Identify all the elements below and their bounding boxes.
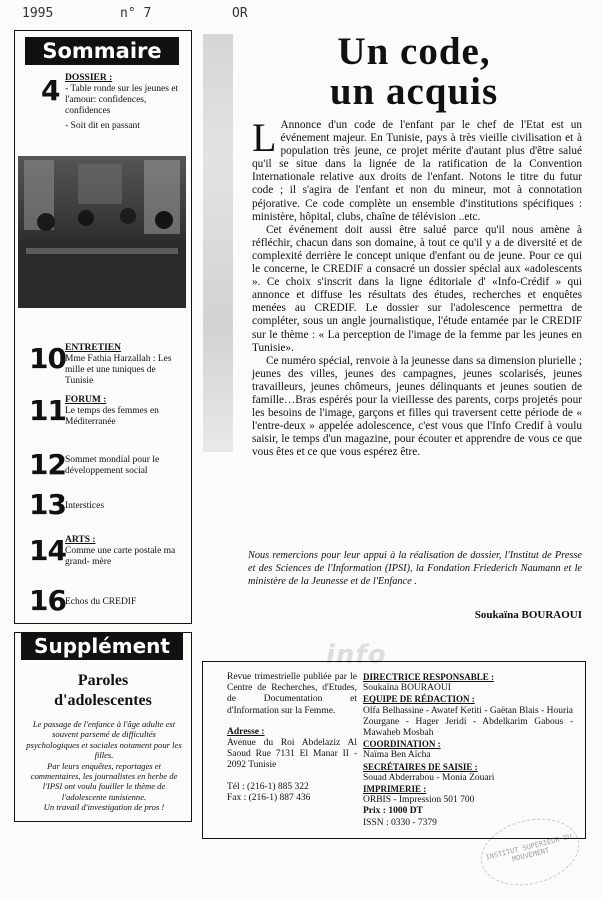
drop-cap: L <box>252 115 277 160</box>
article-title-line2: un acquis <box>329 70 499 113</box>
acknowledgements: Nous remercions pour leur appui à la réalisation de dossier, l'Institut de Presse et des Sciences de l'Information (IPSI), la Fondation Friederich Naumann et le ministère de la Jeunesse et de l'Enfance . <box>248 550 582 587</box>
supplement-paragraph: Le passage de l'enfance à l'âge adulte est souvent parsemé de difficultés psychologiques et sociales notament pour les filles. <box>26 719 182 761</box>
toc-number: 10 <box>29 342 66 375</box>
toc-entry-sommet <box>65 455 189 477</box>
toc-heading: ENTRETIEN <box>65 343 121 353</box>
toc-entry-interstices <box>65 501 185 512</box>
toc-heading: FORUM : <box>65 395 107 405</box>
toc-description: Comme une carte postale ma grand- mère <box>65 546 176 567</box>
address-heading: Adresse : <box>227 726 265 737</box>
price: Prix : 1000 DT <box>363 806 423 817</box>
handwritten-issue: n° 7 <box>120 6 152 21</box>
author-signature: Soukaïna BOURAOUI <box>474 609 582 621</box>
credit-heading: DIRECTRICE RESPONSABLE : <box>363 672 495 682</box>
toc-number: 14 <box>29 534 66 567</box>
sommaire-banner: Sommaire <box>25 37 179 65</box>
toc-number: 13 <box>29 488 66 521</box>
photo-scene-image <box>18 156 186 308</box>
toc-number: 4 <box>41 74 60 107</box>
publication-description: Revue trimestrielle publiée par le Centre de Recherches, d'Etudes, de Documentation et d'Information sur la Femme. <box>227 672 357 716</box>
decorative-strip <box>203 34 233 452</box>
editorial-text <box>252 115 582 459</box>
credit-value: Souad Abderrabou - Monia Zouari <box>363 772 495 783</box>
issn: ISSN : 0330 - 7379 <box>363 817 437 828</box>
credit-heading: EQUIPE DE RÉDACTION : <box>363 694 475 705</box>
paragraph-text: Annonce d'un code de l'enfant par le chef de l'Etat est un événement majeur. En Tunisie, pays à très vieille civilisation et à population très jeune, ce projet mérite d'autant plus d'être salué qu'il se situe dans la lignée de la ratification de la Convention Internationale relative aux droits de l'enfant. Notons le titre du futur code ; il s'agira de l'enfant et non du mineur, mot à connotation péjorative. Ce code complète un ensemble d'institutions spécifiques : ministère, hôpital, clubs, chaîne de télévision ..etc. <box>252 119 582 223</box>
toc-description: Echos du CREDIF <box>65 597 137 607</box>
supplement-box <box>14 632 192 822</box>
toc-description: Mme Fathia Harzallah : Les mille et une tuniques de Tunisie <box>65 354 172 386</box>
supplement-banner: Supplément <box>21 632 183 660</box>
supplement-title-line2: d'adolescentes <box>54 692 152 709</box>
address: Avenue du Roi Abdelaziz Al Saoud Rue 7131 El Manar II - 2092 Tunisie <box>227 738 357 771</box>
toc-entry-dossier <box>65 73 185 132</box>
supplement-paragraph: Un travail d'investigation de pros ! <box>43 802 165 813</box>
credit-heading: SECRÉTAIRES DE SAISIE : <box>363 761 478 772</box>
credit-value: Soukaïna BOURAOUI <box>363 683 451 694</box>
credit-heading: IMPRIMERIE : <box>363 784 427 795</box>
toc-number: 11 <box>29 394 66 427</box>
fax: Fax : (216-1) 887 436 <box>227 792 311 803</box>
supplement-paragraph: Par leurs enquêtes, reportages et commentaires, les journalistes en herbe de l'IPSI ont voulu fouiller le thème de l'adolescente tunisienne. <box>30 760 178 802</box>
credit-value: Olfa Belhassine - Awatef Ketiti - Gaëtan Blais - Houria Zourgane - Hager Jeridi - Abdelkarim Gabous - Mawaheb Mosbah <box>363 705 573 739</box>
paragraph: Cet événement doit aussi être salué parce qu'il nous amène à réfléchir, chacun dans son domaine, à tout ce qu'il y a de diversité et de complexité derrière le concept unique d'enfant ou de jeune. Pour ce qui le concerne, le CREDIF a consacré un dossier spécial aux «adolescents ». Ce choix s'inscrit dans la ligne éditoriale d' «Info-Crédif » qui annonce et diffuse les résultats des études, recherches et enquêtes menées au CREDIF. Le dossier sur l'adolescence permettra de compléter, sous un angle journalistique, l'étude entamée par le CREDIF sur le thème : « La perception de l'image de la femme par les jeunes en Tunisie». <box>252 223 582 354</box>
toc-description-extra: - Soit dit en passant <box>65 121 140 131</box>
handwritten-year: 1995 <box>22 6 54 21</box>
supplement-title <box>15 671 191 711</box>
toc-description: Interstices <box>65 501 105 511</box>
article-title <box>276 32 552 112</box>
handwritten-mark: OR <box>232 6 248 21</box>
toc-entry-arts <box>65 535 185 568</box>
toc-number: 16 <box>29 584 66 617</box>
toc-entry-echos <box>65 597 185 608</box>
info-credif-logo: info <box>326 640 387 670</box>
toc-entry-entretien <box>65 343 185 387</box>
toc-description: Le temps des femmes en Méditerranée <box>65 406 159 427</box>
toc-heading: DOSSIER : <box>65 73 113 83</box>
library-stamp: INSTITUT SUPÉRIEUR DU MOUVEMENT <box>474 809 587 895</box>
roundtable-photo <box>18 156 186 308</box>
table-of-contents <box>14 30 192 624</box>
credit-heading: COORDINATION : <box>363 739 441 750</box>
supplement-body <box>25 719 183 813</box>
toc-entry-forum <box>65 395 185 428</box>
toc-heading: ARTS : <box>65 535 96 545</box>
colophon-credits <box>363 672 573 829</box>
paragraph: Ce numéro spécial, renvoie à la jeunesse dans sa dimension plurielle ; jeunes des villes, jeunes des campagnes, jeunes scolarisés, jeunes travailleurs, jeunes chômeurs, jeunes délinquants et jeunes soutien de famille…Bras espérés pour la vieillesse des parents, corps projetés pour les besoins de l'image, garçons et filles qui traversent cette période de « l'entre-deux » appelée adolescence, c'est vous que l'Info Credif à voulu saisir, le temps d'un magazine, pour écouter et apprendre de vous ce que vous êtes et ce que vous espérez être. <box>252 354 582 459</box>
toc-description: - Table ronde sur les jeunes et l'amour: confidences, confidences <box>65 84 179 116</box>
colophon <box>202 661 586 839</box>
paragraph <box>252 115 582 224</box>
toc-number: 12 <box>29 448 66 481</box>
colophon-publisher <box>227 672 357 804</box>
credit-value: Naïma Ben Aïcha <box>363 750 431 761</box>
article-title-line1: Un code, <box>337 30 491 73</box>
toc-description: Sommet mondial pour le développement social <box>65 455 160 476</box>
credit-value: ORBIS - Impression 501 700 <box>363 795 475 806</box>
telephone: Tél : (216-1) 885 322 <box>227 781 309 792</box>
supplement-title-line1: Paroles <box>77 672 129 689</box>
